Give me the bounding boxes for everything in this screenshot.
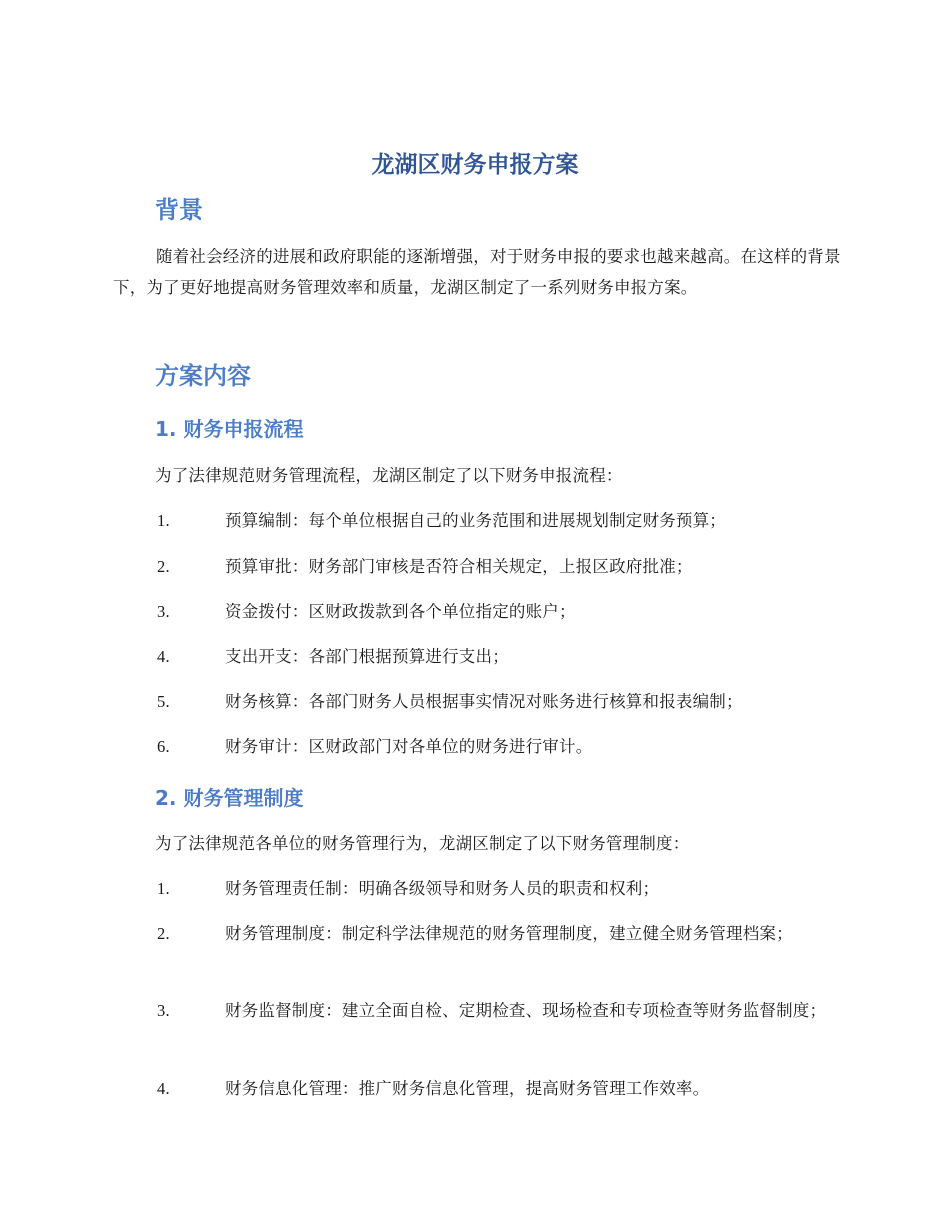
list-item-number: 6. — [157, 737, 170, 756]
section-heading-background: 背景 — [155, 196, 203, 224]
management-system-intro: 为了法律规范各单位的财务管理行为，龙湖区制定了以下财务管理制度： — [155, 834, 690, 853]
list-item-text: 财务管理制度：制定科学法律规范的财务管理制度，建立健全财务管理档案； — [225, 924, 793, 943]
reporting-process-intro: 为了法律规范财务管理流程，龙湖区制定了以下财务申报流程： — [155, 466, 623, 485]
list-item-number: 3. — [157, 602, 170, 621]
section-heading-plan: 方案内容 — [155, 362, 251, 390]
list-item-number: 4. — [157, 1079, 170, 1098]
list-item — [113, 731, 841, 762]
list-item-text: 支出开支：各部门根据预算进行支出； — [225, 647, 509, 666]
list-item — [113, 1073, 841, 1104]
list-item-text: 财务管理责任制：明确各级领导和财务人员的职责和权利； — [225, 879, 660, 898]
list-item-number: 4. — [157, 647, 170, 666]
subsection-heading-management-system: 2. 财务管理制度 — [155, 786, 304, 810]
list-item — [113, 505, 841, 536]
list-item-number: 1. — [157, 511, 170, 530]
list-item — [113, 686, 841, 717]
list-item — [113, 995, 841, 1026]
list-item — [113, 918, 841, 949]
list-item-text: 财务审计：区财政部门对各单位的财务进行审计。 — [225, 737, 593, 756]
document-title: 龙湖区财务申报方案 — [371, 152, 579, 178]
subsection-heading-reporting-process: 1. 财务申报流程 — [155, 417, 304, 441]
background-paragraph: 随着社会经济的进展和政府职能的逐渐增强，对于财务申报的要求也越来越高。在这样的背景下，为了更好地提高财务管理效率和质量，龙湖区制定了一系列财务申报方案。 — [113, 247, 841, 297]
list-item-text: 财务监督制度：建立全面自检、定期检查、现场检查和专项检查等财务监督制度； — [225, 1001, 827, 1020]
list-item-text: 预算审批：财务部门审核是否符合相关规定，上报区政府批准； — [225, 557, 693, 576]
list-item — [113, 551, 841, 582]
list-item — [113, 873, 841, 904]
list-item — [113, 641, 841, 672]
list-item-text: 财务核算：各部门财务人员根据事实情况对账务进行核算和报表编制； — [225, 692, 743, 711]
list-item-number: 3. — [157, 1001, 170, 1020]
list-item-text: 资金拨付：区财政拨款到各个单位指定的账户； — [225, 602, 576, 621]
list-item-number: 2. — [157, 924, 170, 943]
list-item-number: 1. — [157, 879, 170, 898]
list-item-number: 5. — [157, 692, 170, 711]
list-item-text: 财务信息化管理：推广财务信息化管理，提高财务管理工作效率。 — [225, 1079, 710, 1098]
list-item-number: 2. — [157, 557, 170, 576]
list-item-text: 预算编制：每个单位根据自己的业务范围和进展规划制定财务预算； — [225, 511, 726, 530]
list-item — [113, 596, 841, 627]
